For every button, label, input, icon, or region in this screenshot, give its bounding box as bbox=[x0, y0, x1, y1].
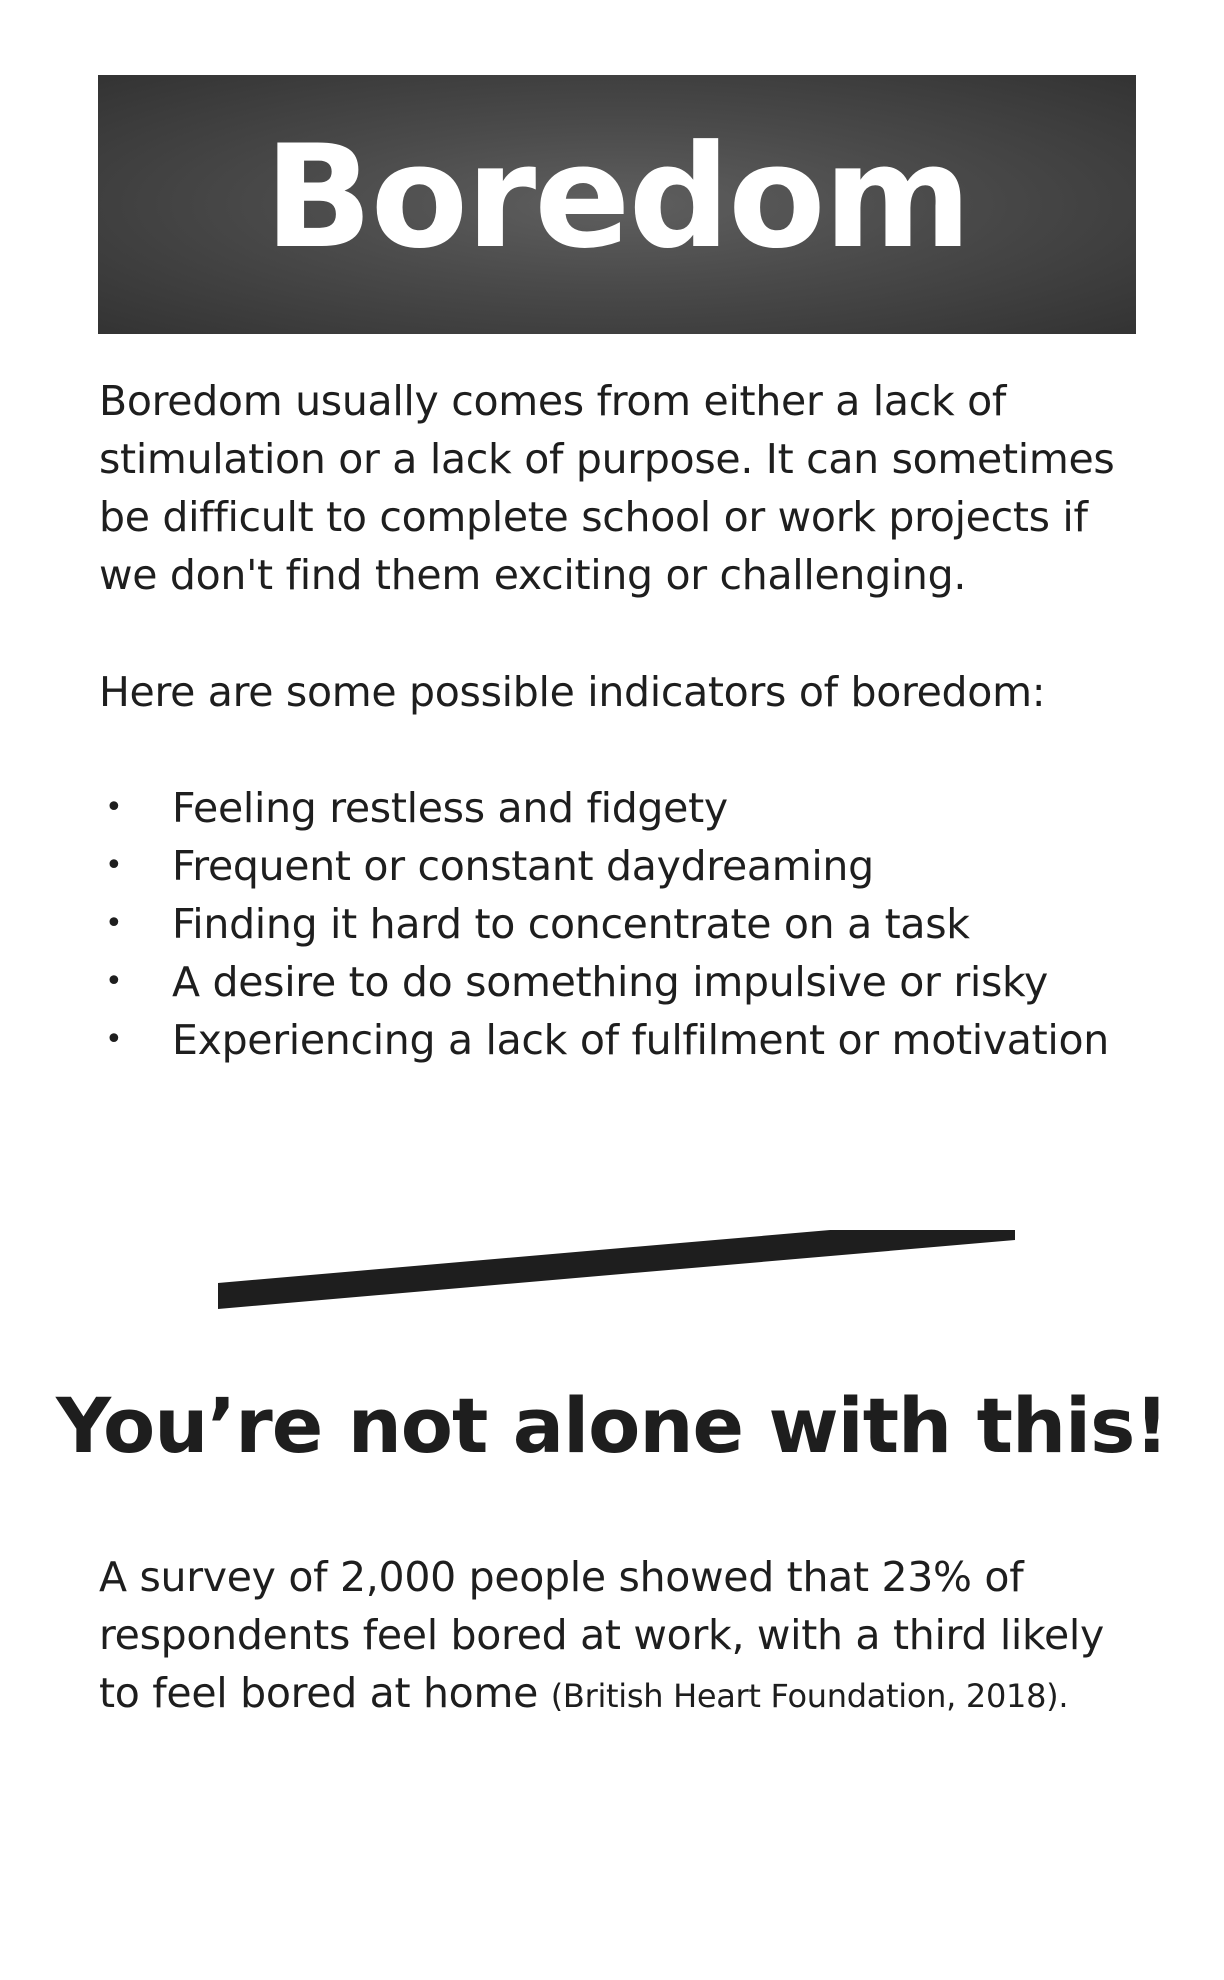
bullet-icon: • bbox=[105, 848, 123, 883]
list-item-text: Frequent or constant daydreaming bbox=[172, 842, 874, 890]
survey-line: to feel bored at home bbox=[99, 1669, 551, 1717]
list-item-text: A desire to do something impulsive or risky bbox=[172, 958, 1048, 1006]
list-item bbox=[99, 837, 1159, 895]
bullet-icon: • bbox=[105, 964, 123, 999]
page-title: Boredom bbox=[264, 114, 970, 280]
list-item-text: Experiencing a lack of fulfilment or motivation bbox=[172, 1016, 1109, 1064]
section-heading: You’re not alone with this! bbox=[55, 1381, 1169, 1470]
survey-line: respondents feel bored at work, with a third likely bbox=[99, 1611, 1104, 1659]
bullet-icon: • bbox=[105, 906, 123, 941]
list-item bbox=[99, 779, 1159, 837]
indicator-list bbox=[99, 779, 1159, 1069]
bullet-icon: • bbox=[105, 790, 123, 825]
list-item bbox=[99, 1011, 1159, 1069]
intro-line: we don't find them exciting or challenging. bbox=[99, 551, 967, 599]
list-item-text: Finding it hard to concentrate on a task bbox=[172, 900, 970, 948]
intro-line: stimulation or a lack of purpose. It can sometimes bbox=[99, 435, 1115, 483]
bullet-icon: • bbox=[105, 1022, 123, 1057]
intro-line: Boredom usually comes from either a lack of bbox=[99, 377, 1007, 425]
intro-paragraph bbox=[99, 372, 1149, 604]
indicators-lead: Here are some possible indicators of boredom: bbox=[99, 668, 1046, 716]
intro-line: be difficult to complete school or work projects if bbox=[99, 493, 1088, 541]
survey-line: A survey of 2,000 people showed that 23% of bbox=[99, 1553, 1024, 1601]
title-banner bbox=[98, 75, 1136, 334]
survey-paragraph bbox=[99, 1548, 1179, 1725]
citation: (British Heart Foundation, 2018). bbox=[550, 1677, 1069, 1715]
divider-stroke bbox=[218, 1230, 1018, 1310]
list-item bbox=[99, 953, 1159, 1011]
list-item bbox=[99, 895, 1159, 953]
list-item-text: Feeling restless and fidgety bbox=[172, 784, 728, 832]
